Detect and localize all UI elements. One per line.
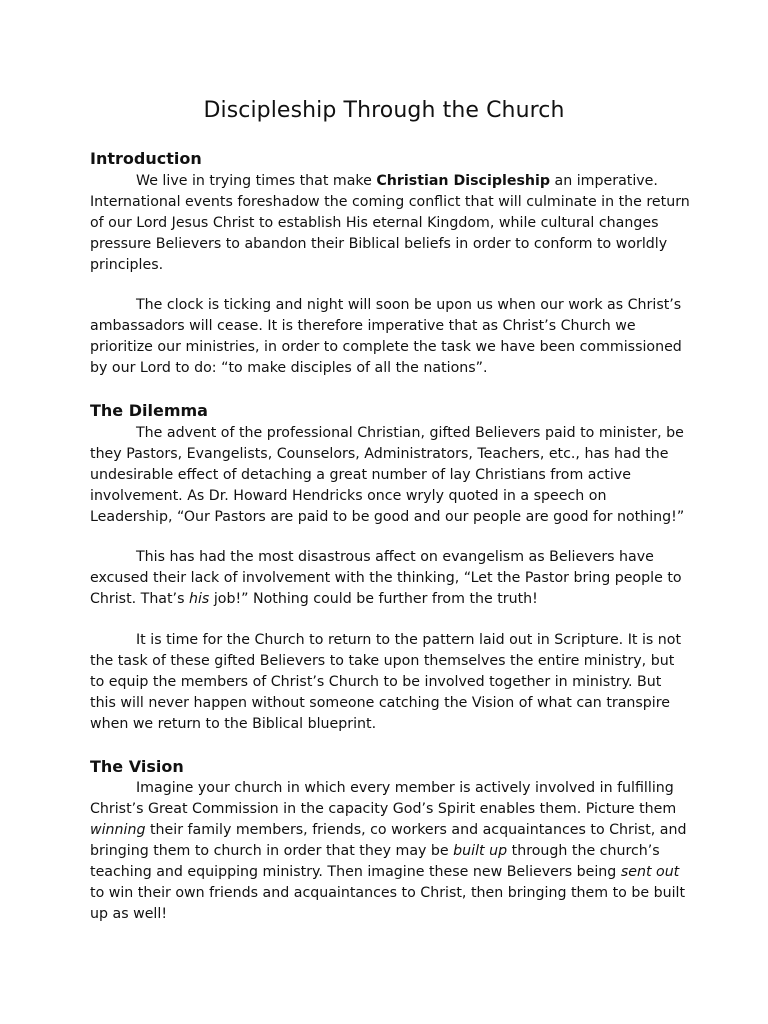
paragraph-text: an imperative. International events foreshadow the coming conflict that will culminate in the return of our Lord Jesus Christ to establish His eternal Kingdom, while cultural changes pressure Believers to abandon their Biblical beliefs in order to conform to worldly principles. xyxy=(90,173,690,273)
paragraph-text: Imagine your church in which every member is actively involved in fulfilling Christ’s Great Commission in the capacity God’s Spirit enables them. Picture them xyxy=(90,780,677,817)
paragraph-introduction-1 xyxy=(90,171,690,276)
emphasis-italic-text: sent out xyxy=(620,864,680,880)
section-heading-vision: The Vision xyxy=(90,757,184,776)
paragraph-text: their family members, friends, co workers and acquaintances to Christ, and bringing them to church in order that they may be xyxy=(90,822,687,859)
paragraph-vision-1 xyxy=(90,778,690,925)
paragraph-dilemma-2 xyxy=(90,547,690,610)
emphasis-italic-text: his xyxy=(188,591,210,607)
document-title: Discipleship Through the Church xyxy=(203,98,565,123)
paragraph-text: This has had the most disastrous affect on evangelism as Believers have excused their lack of involvement with the thinking, “Let the Pastor bring people to Christ. That’s xyxy=(90,549,682,607)
paragraph-text: through the church’s teaching and equipping ministry. Then imagine these new Believers being xyxy=(90,843,660,880)
paragraph-dilemma-1 xyxy=(90,423,690,528)
paragraph-text: It is time for the Church to return to the pattern laid out in Scripture. It is not the task of these gifted Believers to take upon themselves the entire ministry, but to equip the members of Christ’s Church to be involved together in ministry. But this will never happen without someone catching the Vision of what can transpire when we return to the Biblical blueprint. xyxy=(90,632,682,732)
paragraph-text: job!” Nothing could be further from the truth! xyxy=(209,591,538,607)
paragraph-text: to win their own friends and acquaintances to Christ, then bringing them to be built up as well! xyxy=(90,885,686,922)
emphasis-italic-text: built up xyxy=(453,843,508,859)
section-heading-introduction: Introduction xyxy=(90,149,202,168)
paragraph-dilemma-3 xyxy=(90,630,690,735)
paragraph-text: The advent of the professional Christian, gifted Believers paid to minister, be they Pastors, Evangelists, Counselors, Administrators, Teachers, etc., has had the undesirable effect of detaching a great number of lay Christians from active involvement. As Dr. Howard Hendricks once wryly quoted in a speech on Leadership, “Our Pastors are paid to be good and our people are good for nothing!” xyxy=(90,425,685,525)
paragraph-introduction-2 xyxy=(90,295,690,379)
section-heading-dilemma: The Dilemma xyxy=(90,401,208,420)
emphasis-bold-text: Christian Discipleship xyxy=(376,173,551,189)
paragraph-text: The clock is ticking and night will soon be upon us when our work as Christ’s ambassadors will cease. It is therefore imperative that as Christ’s Church we prioritize our ministries, in order to complete the task we have been commissioned by our Lord to do: “to make disciples of all the nations”. xyxy=(90,297,682,376)
emphasis-italic-text: winning xyxy=(90,822,146,838)
paragraph-text: We live in trying times that make xyxy=(136,173,377,189)
